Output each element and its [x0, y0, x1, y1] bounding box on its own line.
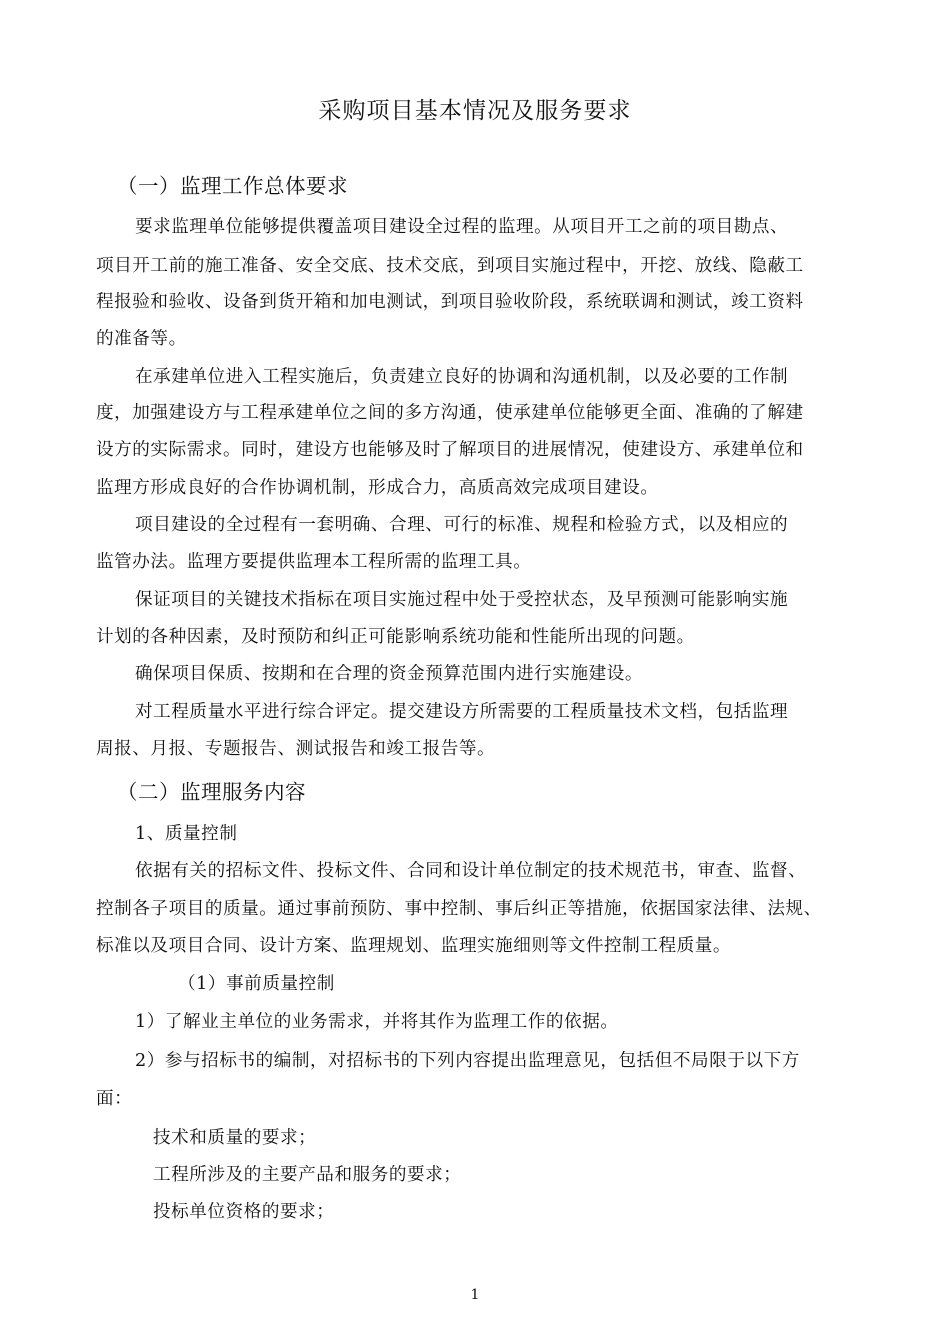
- paragraph-line: 监管办法。监理方要提供监理本工程所需的监理工具。: [96, 552, 532, 572]
- paragraph-line: 周报、月报、专题报告、测试报告和竣工报告等。: [96, 739, 496, 759]
- bullet-line: 投标单位资格的要求；: [153, 1202, 335, 1222]
- paragraph-line: 项目开工前的施工准备、安全交底、技术交底，到项目实施过程中，开挖、放线、隐蔽工: [96, 256, 804, 276]
- paragraph-line: 计划的各种因素，及时预防和纠正可能影响系统功能和性能所出现的问题。: [96, 627, 695, 647]
- subsection-heading: 1、质量控制: [135, 824, 238, 844]
- paragraph-line: 在承建单位进入工程实施后，负责建立良好的协调和沟通机制，以及必要的工作制: [135, 367, 789, 387]
- paragraph-line: 标准以及项目合同、设计方案、监理规划、监理实施细则等文件控制工程质量。: [96, 936, 732, 956]
- paragraph-line: 度，加强建设方与工程承建单位之间的多方沟通，使承建单位能够更全面、准确的了解建: [96, 403, 804, 423]
- paragraph-line: 对工程质量水平进行综合评定。提交建设方所需要的工程质量技术文档，包括监理: [135, 702, 789, 722]
- section-heading-1: （一）监理工作总体要求: [117, 174, 348, 198]
- subsection-heading: （1）事前质量控制: [178, 974, 335, 994]
- list-item-continuation: 面：: [96, 1089, 133, 1109]
- paragraph-line: 程报验和验收、设备到货开箱和加电测试，到项目验收阶段，系统联调和测试，竣工资料: [96, 292, 804, 312]
- list-item: 1）了解业主单位的业务需求，并将其作为监理工作的依据。: [135, 1012, 619, 1032]
- list-item: 2）参与招标书的编制，对招标书的下列内容提出监理意见，包括但不局限于以下方: [135, 1051, 800, 1071]
- page-number: 1: [470, 1287, 480, 1303]
- document-title: 采购项目基本情况及服务要求: [318, 98, 632, 124]
- bullet-line: 技术和质量的要求；: [153, 1128, 317, 1148]
- paragraph-line: 项目建设的全过程有一套明确、合理、可行的标准、规程和检验方式，以及相应的: [135, 515, 789, 535]
- bullet-line: 工程所涉及的主要产品和服务的要求；: [153, 1165, 462, 1185]
- paragraph-line: 设方的实际需求。同时，建设方也能够及时了解项目的进展情况，使建设方、承建单位和: [96, 440, 804, 460]
- paragraph-line: 确保项目保质、按期和在合理的资金预算范围内进行实施建设。: [135, 664, 644, 684]
- paragraph-line: 的准备等。: [96, 329, 187, 349]
- paragraph-line: 依据有关的招标文件、投标文件、合同和设计单位制定的技术规范书，审查、监督、: [135, 861, 807, 881]
- paragraph-line: 保证项目的关键技术指标在项目实施过程中处于受控状态，及早预测可能影响实施: [135, 590, 789, 610]
- paragraph-line: 监理方形成良好的合作协调机制，形成合力，高质高效完成项目建设。: [96, 478, 659, 498]
- paragraph-line: 要求监理单位能够提供覆盖项目建设全过程的监理。从项目开工之前的项目勘点、: [135, 217, 789, 237]
- paragraph-line: 控制各子项目的质量。通过事前预防、事中控制、事后纠正等措施，依据国家法律、法规、: [96, 899, 822, 919]
- section-heading-2: （二）监理服务内容: [117, 780, 306, 804]
